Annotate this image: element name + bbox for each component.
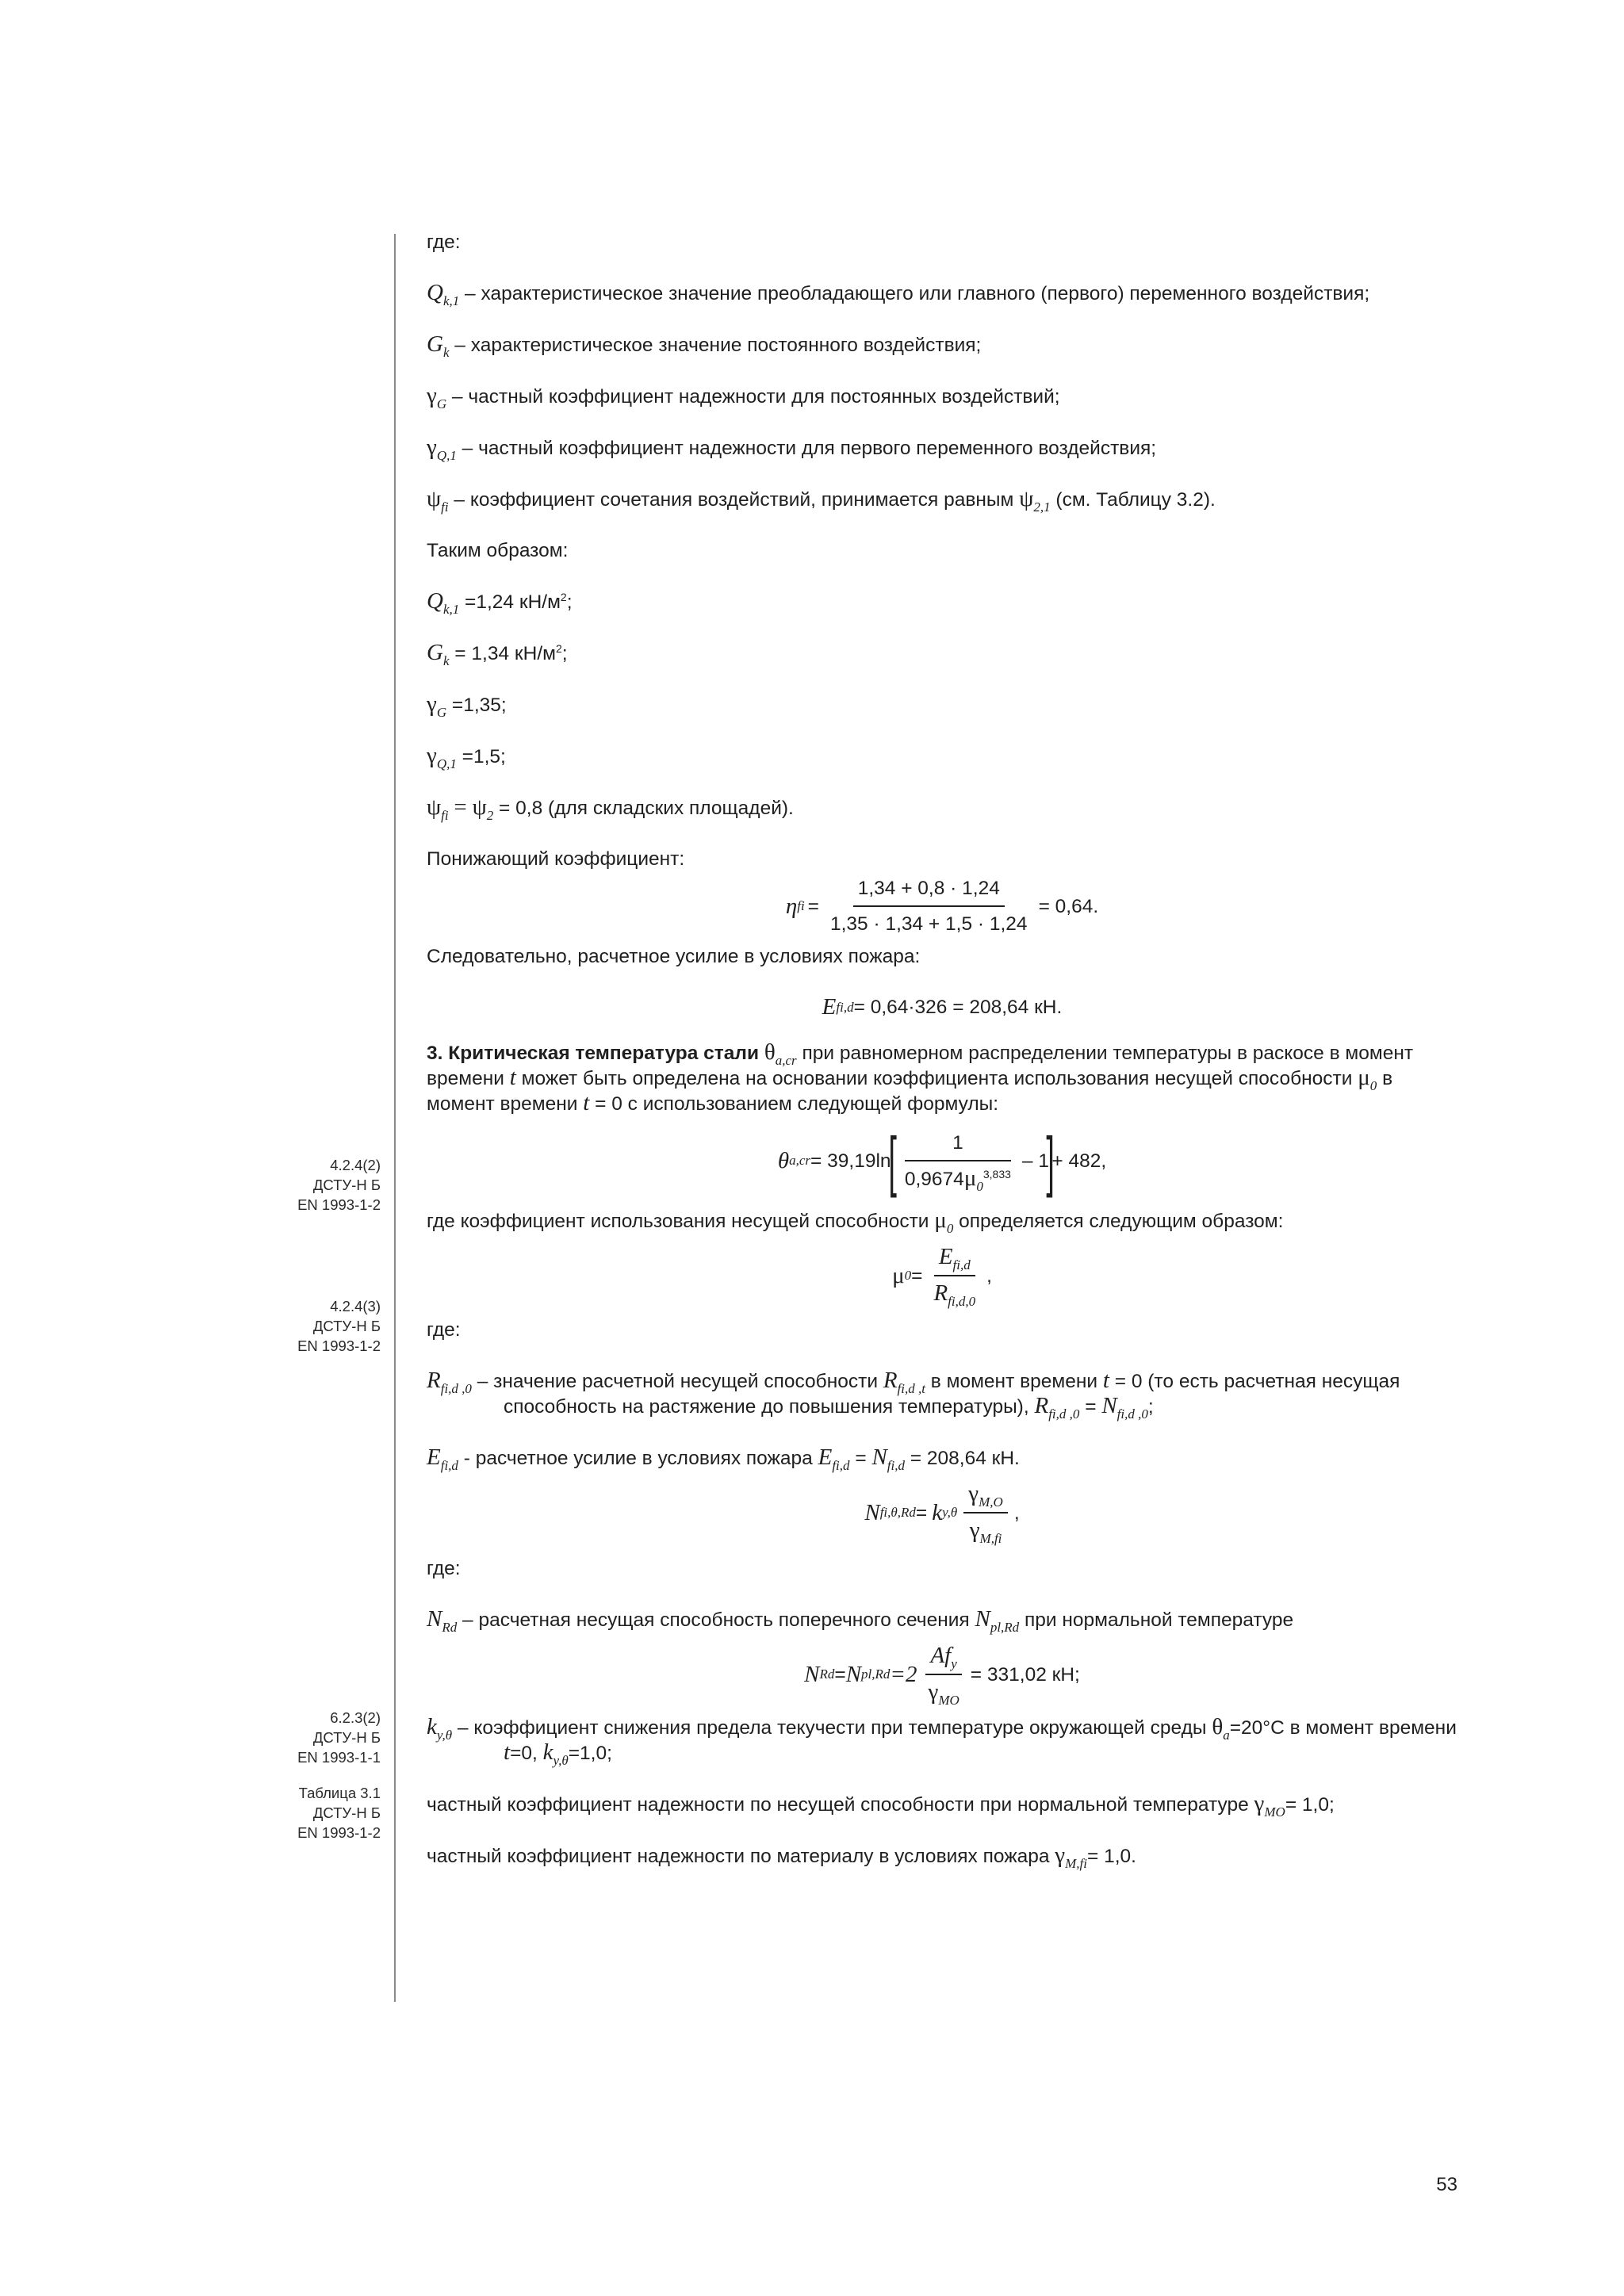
page-body xyxy=(427,230,1457,1895)
af-fraction: $\frac{Af_y}{\gamma_{MO}}$ xyxy=(923,1644,963,1705)
def-psi: $\psi_{fi}$ – коэффициент сочетания воздействий, принимается равным $\psi_{2,1}$ (см. Таблицу 3.2). xyxy=(427,486,1216,515)
val-gamma-g: $\gamma_G =1,35$; xyxy=(427,691,507,720)
mu-fraction: $\frac{E_{fi,d}}{R_{fi,d,0}}$ xyxy=(933,1244,976,1309)
val-gamma-q1: $\gamma_{Q,1} =1,5$; xyxy=(427,743,506,771)
margin-rule xyxy=(394,234,396,2002)
section-3-paragraph: 3. Критическая температура стали $\theta_{a,cr}$ при равномерном распределении температуры в раскосе в момент времени t может быть определена на основании коэффициента использования несущей способности $\mu_0$ в момент времени t = 0 с использованием следующей формулы: xyxy=(427,1039,1414,1115)
nrd-equation: N Rd = N pl,Rd =2 $\frac{Af_y}{\gamma_{MO}}$ = 331,02 кН; xyxy=(804,1643,1080,1708)
def-nrd: $N_{Rd}$ – расчетная несущая способность поперечного сечения $N_{pl,Rd}$ при нормальной температуре xyxy=(427,1606,1294,1635)
val-qk1: $Q_{k,1} =1,24$ $кН/м^2$; xyxy=(427,588,573,617)
def-gk: $G_k$ – характеристическое значение постоянного воздействия; xyxy=(427,331,982,360)
reduction-label: Понижающий коэффициент: xyxy=(427,848,685,870)
efid-equation: E fi,d = 0,64·326 = 208,64 кН. xyxy=(822,994,1063,1020)
page-number: 53 xyxy=(1436,2174,1457,2195)
theta-fraction: $\frac{1}{0,9674\mu_0^{3,833}}$ xyxy=(904,1131,1011,1194)
margin-note-3: 6.2.3(2) ДСТУ-Н Б EN 1993-1-1 xyxy=(297,1709,381,1766)
where-label-3: где: xyxy=(427,1558,461,1579)
margin-note-4: Таблица 3.1 ДСТУ-Н Б EN 1993-1-2 xyxy=(297,1785,381,1841)
def-qk1: $Q_{k,1}$ – характеристическое значение преобладающего или главного (первого) переменного воздействия; xyxy=(427,280,1370,308)
def-gamma-q1: $\gamma_{Q,1}$ – частный коэффициент надежности для первого переменного воздействия; xyxy=(427,434,1157,463)
mu-intro: где коэффициент использования несущей способности $\mu_0$ определяется следующим образом: xyxy=(427,1207,1284,1236)
def-gamma-g: $\gamma_G$ – частный коэффициент надежности для постоянных воздействий; xyxy=(427,383,1060,411)
gamma-mo-text: частный коэффициент надежности по несущей способности при нормальной температуре $\gamma_{MO}= 1,0$; xyxy=(427,1791,1335,1820)
therefore-text: Следовательно, расчетное усилие в условиях пожара: xyxy=(427,946,921,967)
left-bracket: [ xyxy=(887,1123,897,1198)
nfi-equation: N fi,θ,Rd = k y,θ $\frac{\gamma_{M,O}}{\gamma_{M,fi}}$ , xyxy=(864,1481,1020,1546)
def-rfid0: $R_{fi,d ,0}$ – значение расчетной несущей способности $R_{fi,d ,t}$ в момент времени t = 0 (то есть расчетная несущая способность на растяжение до повышения температуры), $R_{fi,d ,0} = N_{fi,d ,0}$; xyxy=(427,1368,1400,1422)
val-gk: $G_k = 1,34$ $кН/м^2$; xyxy=(427,640,568,668)
gamma-ratio-fraction: $\frac{\gamma_{M,O}}{\gamma_{M,fi}}$ xyxy=(963,1482,1008,1544)
def-ky: $k_{y,\theta}$ – коэффициент снижения предела текучести при температуре окружающей среды $\theta_a=20^\circ С$ в момент времени t=0, $k_{y,\theta}=1,0$; xyxy=(427,1714,1457,1768)
def-efid: $E_{fi,d}$ - расчетное усилие в условиях пожара $E_{fi,d} = N_{fi,d} = 208,64$ кН. xyxy=(427,1445,1020,1473)
gamma-mfi-text: частный коэффициент надежности по материалу в условиях пожара $\gamma_{M,fi}= 1,0$. xyxy=(427,1843,1136,1871)
thus-label: Таким образом: xyxy=(427,540,569,561)
where-label-1: где: xyxy=(427,232,461,253)
where-label-2: где: xyxy=(427,1319,461,1341)
eta-equation: η fi = $\frac{1,34 + 0,8 \cdot 1,24}{1,35 \cdot 1,34 + 1,5 \cdot 1,24}$ = 0,64. xyxy=(785,878,1099,935)
theta-equation: θ a,cr = 39,19ln [ $\frac{1}{0,9674\mu_0^{3,833}}$ – 1 ] + 482, xyxy=(777,1123,1107,1198)
eta-fraction: $\frac{1,34 + 0,8 \cdot 1,24}{1,35 \cdot 1,34 + 1,5 \cdot 1,24}$ xyxy=(829,878,1028,935)
margin-note-1: 4.2.4(2) ДСТУ-Н Б EN 1993-1-2 xyxy=(297,1157,381,1213)
margin-note-2: 4.2.4(3) ДСТУ-Н Б EN 1993-1-2 xyxy=(297,1298,381,1354)
right-bracket: ] xyxy=(1046,1123,1055,1198)
val-psi: $\psi_{fi} = \psi_2 = 0,8$ (для складских площадей). xyxy=(427,794,794,823)
mu-equation: μ 0 = $\frac{E_{fi,d}}{R_{fi,d,0}}$ , xyxy=(892,1244,992,1309)
